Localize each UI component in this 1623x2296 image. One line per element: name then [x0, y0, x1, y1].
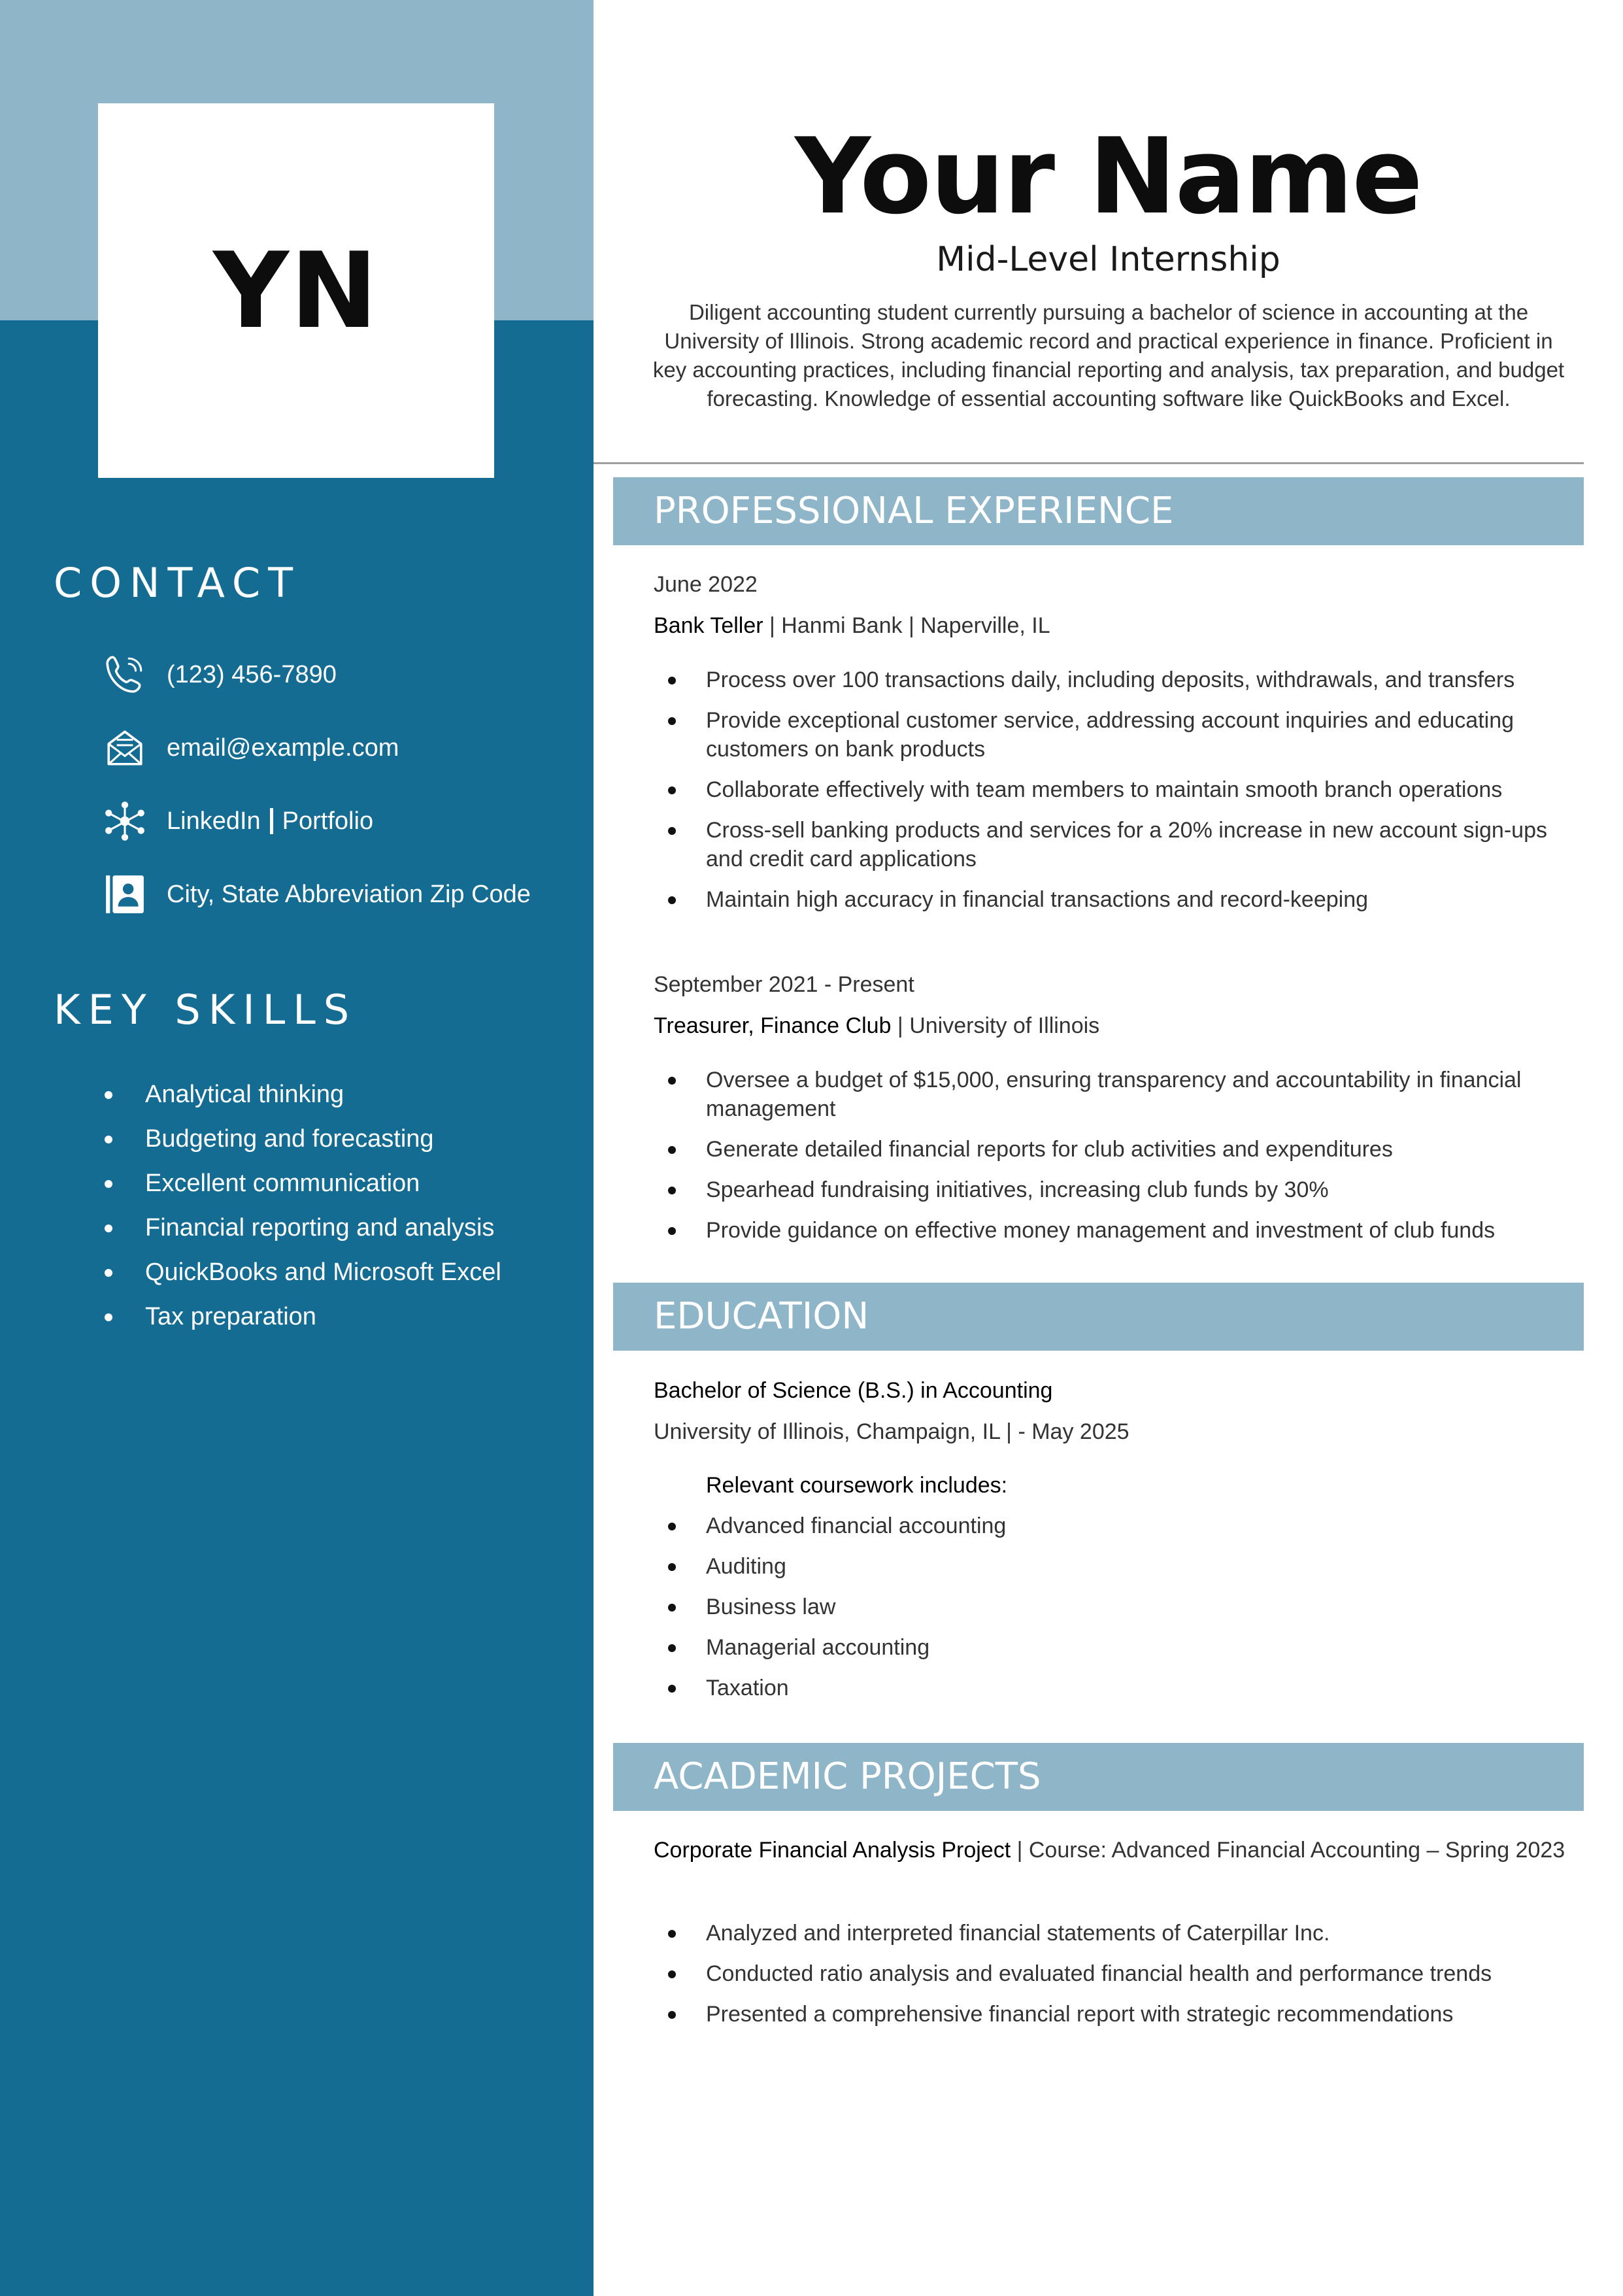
coursework-lead: [706, 1471, 1582, 1500]
list-item: Conducted ratio analysis and evaluated financial health and performance trends: [706, 1959, 1585, 1988]
education-band: [613, 1283, 1584, 1351]
job-bullets: [706, 666, 1585, 926]
list-item: Managerial accounting: [706, 1633, 1585, 1662]
list-item: Presented a comprehensive financial report with strategic recommendations: [706, 2000, 1585, 2029]
list-item: Process over 100 transactions daily, including deposits, withdrawals, and transfers: [706, 666, 1585, 694]
job-role: [654, 611, 1582, 640]
job-dates: June 2022: [654, 572, 758, 597]
phone-icon: [101, 651, 148, 698]
id-card-icon: [101, 871, 148, 918]
list-item: Provide exceptional customer service, addressing account inquiries and educating customers on bank products: [706, 706, 1585, 764]
course-list: [706, 1511, 1585, 1714]
list-item: Advanced financial accounting: [706, 1511, 1585, 1540]
list-item: Analyzed and interpreted financial statements of Caterpillar Inc.: [706, 1919, 1585, 1948]
job-subtitle: Mid-Level Internship: [936, 240, 1280, 279]
contact-location: [101, 868, 531, 920]
job-title: Bank Teller: [654, 613, 763, 638]
header-divider: [594, 462, 1584, 464]
phone-text: (123) 456-7890: [167, 660, 337, 688]
list-item: Provide guidance on effective money management and investment of club funds: [706, 1216, 1585, 1245]
list-item: Maintain high accuracy in financial transactions and record-keeping: [706, 885, 1585, 914]
degree-title: [654, 1376, 1582, 1405]
experience-heading: PROFESSIONAL EXPERIENCE: [654, 490, 1174, 532]
contact-links[interactable]: [101, 795, 373, 847]
monogram-box: [98, 103, 494, 478]
list-item: Business law: [706, 1593, 1585, 1621]
skill-item: Analytical thinking: [98, 1072, 501, 1117]
list-item: Generate detailed financial reports for club activities and expenditures: [706, 1135, 1585, 1164]
skill-item: QuickBooks and Microsoft Excel: [98, 1250, 501, 1294]
main-content: [594, 0, 1623, 2296]
list-item: Auditing: [706, 1552, 1585, 1581]
projects-heading: ACADEMIC PROJECTS: [654, 1755, 1041, 1798]
education-heading: EDUCATION: [654, 1295, 869, 1338]
project-role: [654, 1836, 1582, 1865]
email-text: email@example.com: [167, 734, 399, 762]
sidebar: [0, 0, 594, 2296]
monogram: YN: [213, 229, 379, 352]
job-dates: September 2021 - Present: [654, 972, 914, 997]
list-item: Taxation: [706, 1674, 1585, 1702]
skill-item: Budgeting and forecasting: [98, 1117, 501, 1161]
experience-band: [613, 477, 1584, 545]
contact-phone[interactable]: [101, 649, 337, 701]
job-bullets: [706, 1066, 1585, 1257]
coursework-lead-text: Relevant coursework includes:: [706, 1473, 1008, 1498]
skill-item: Tax preparation: [98, 1294, 501, 1339]
skills-heading: KEY SKILLS: [54, 986, 358, 1034]
project-details: | Course: Advanced Financial Accounting – Spring 2023: [1011, 1838, 1565, 1863]
job-title: Treasurer, Finance Club: [654, 1013, 892, 1038]
link-separator: [270, 808, 273, 834]
job-details: | Hanmi Bank | Naperville, IL: [763, 613, 1050, 638]
project-bullets: [706, 1919, 1585, 2040]
location-text: City, State Abbreviation Zip Code: [167, 880, 531, 908]
school-line: University of Illinois, Champaign, IL | - May 2025: [654, 1419, 1129, 1444]
skill-item: Financial reporting and analysis: [98, 1206, 501, 1250]
job-role: [654, 1011, 1582, 1040]
list-item: Spearhead fundraising initiatives, increasing club funds by 30%: [706, 1175, 1585, 1204]
projects-band: [613, 1743, 1584, 1811]
project-title: Corporate Financial Analysis Project: [654, 1838, 1011, 1863]
contact-heading: CONTACT: [54, 559, 301, 607]
list-item: Cross-sell banking products and services for a 20% increase in new account sign-ups and credit card applications: [706, 816, 1585, 873]
skill-item: Excellent communication: [98, 1161, 501, 1206]
job-details: | University of Illinois: [891, 1013, 1100, 1038]
skills-list: [98, 1072, 501, 1339]
portfolio-link[interactable]: Portfolio: [282, 807, 374, 835]
summary-paragraph: Diligent accounting student currently pursuing a bachelor of science in accounting at the University of Illinois. Strong academic record and practical experience in finance. Proficient in key accounting practices, including financial reporting and analysis, tax preparation, and budget forecasting. Knowledge of essential accounting software like QuickBooks and Excel.: [652, 300, 1565, 411]
name-title: Your Name: [795, 115, 1422, 237]
list-item: Oversee a budget of $15,000, ensuring transparency and accountability in financial management: [706, 1066, 1585, 1123]
network-icon: [101, 798, 148, 845]
list-item: Collaborate effectively with team members to maintain smooth branch operations: [706, 775, 1585, 804]
degree-text: Bachelor of Science (B.S.) in Accounting: [654, 1378, 1053, 1403]
contact-email[interactable]: [101, 722, 399, 774]
linkedin-link[interactable]: LinkedIn: [167, 807, 261, 835]
envelope-icon: [101, 724, 148, 771]
